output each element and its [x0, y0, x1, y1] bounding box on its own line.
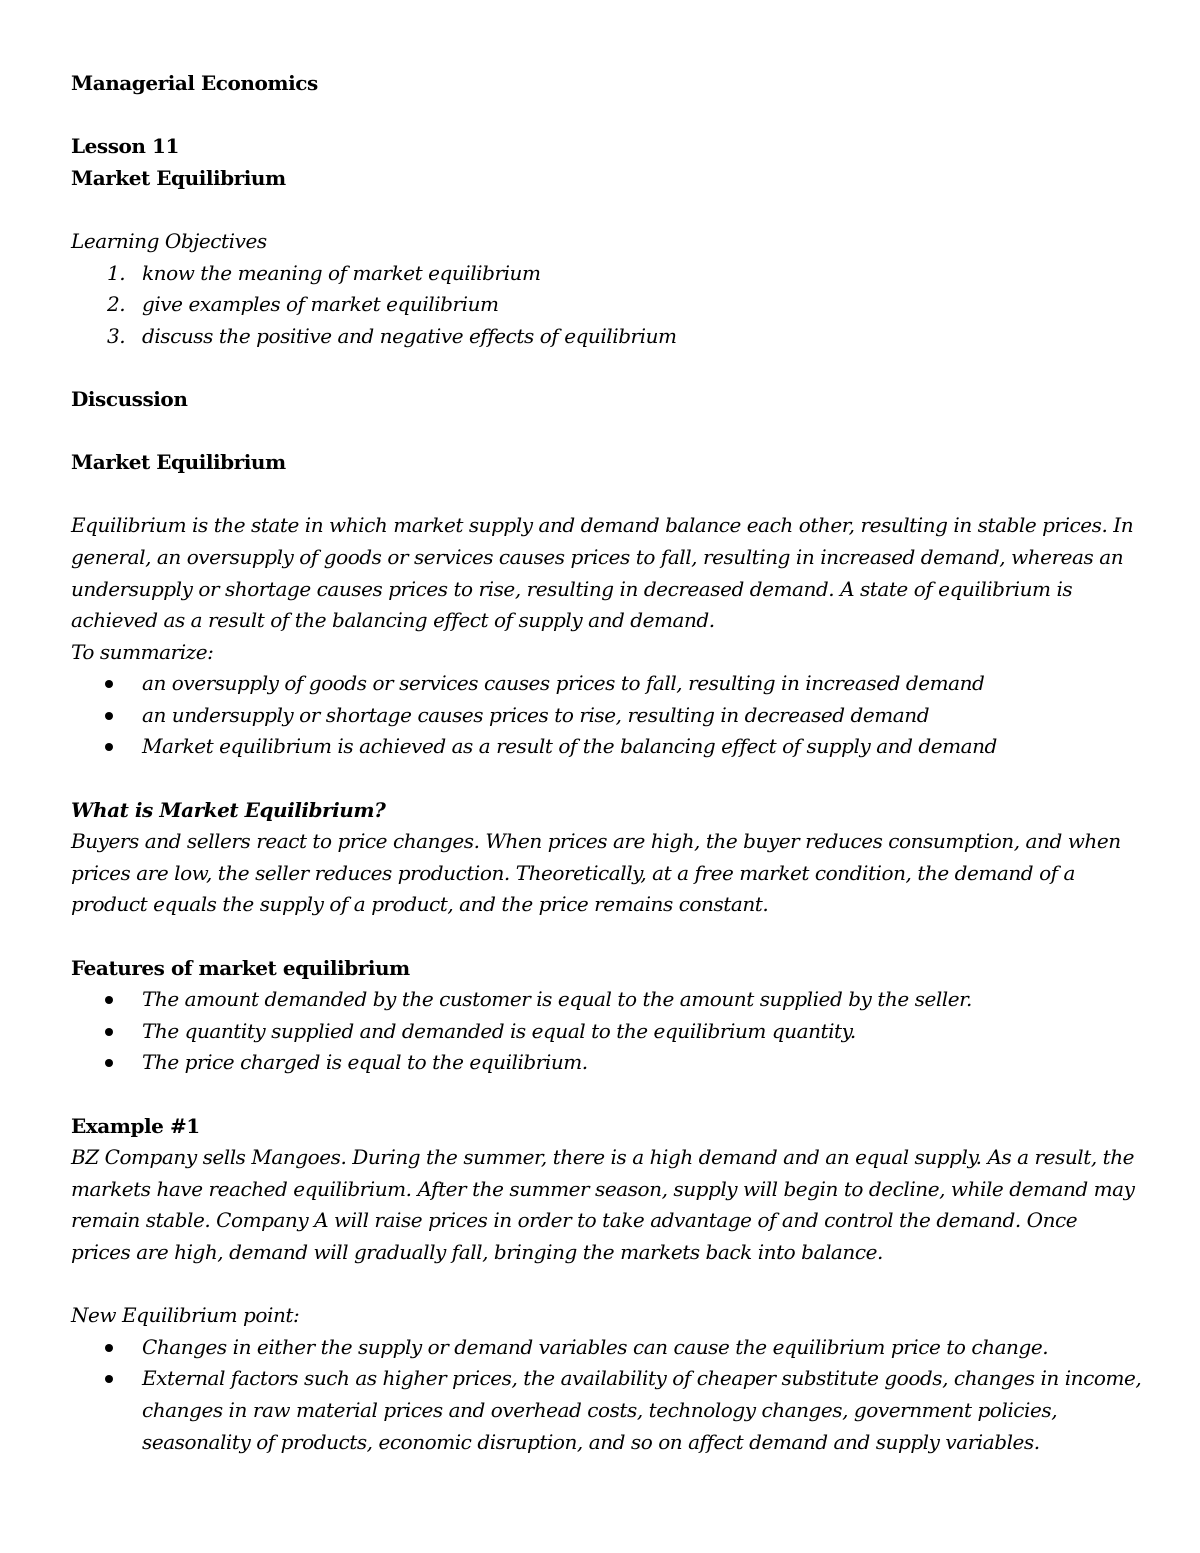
objective-item: [71, 321, 1141, 353]
bullet-item: [71, 700, 1141, 732]
spacer: [71, 352, 1141, 384]
paragraph-line: Buyers and sellers react to price changes. When prices are high, the buyer reduces consumption, and when: [71, 829, 1121, 854]
spacer: [71, 1269, 1141, 1301]
bullet-item: [71, 731, 1141, 763]
bullet-icon: [105, 1028, 113, 1036]
bullet-text: Market equilibrium is achieved as a result of the balancing effect of supply and demand: [142, 734, 997, 759]
course-title: Managerial Economics: [71, 71, 318, 95]
objective-number: 2.: [107, 292, 126, 317]
paragraph-line: Equilibrium is the state in which market supply and demand balance each other, resulting in stable prices. In: [71, 513, 1134, 538]
spacer: [71, 921, 1141, 953]
section-heading: Example #1: [71, 1113, 200, 1138]
paragraph-line: prices are high, demand will gradually fall, bringing the markets back into balance.: [71, 1239, 883, 1264]
objective-text: discuss the positive and negative effects of equilibrium: [142, 323, 677, 348]
summary-label: To summarize:: [71, 639, 214, 664]
spacer: [71, 194, 1141, 226]
paragraph-line: product equals the supply of a product, and the price remains constant.: [71, 892, 769, 917]
bullet-icon: [105, 996, 113, 1004]
spacer: [71, 416, 1141, 448]
bullet-item: [71, 1332, 1141, 1364]
bullet-icon: [105, 1375, 113, 1383]
document-page: [71, 68, 1141, 1458]
objective-item: [71, 258, 1141, 290]
bullet-item: [71, 1016, 1141, 1048]
objective-item: [71, 289, 1141, 321]
bullet-continuation: changes in raw material prices and overhead costs, technology changes, government policies,: [142, 1397, 1058, 1422]
bullet-text: The quantity supplied and demanded is equal to the equilibrium quantity.: [142, 1018, 856, 1043]
paragraph-line: markets have reached equilibrium. After the summer season, supply will begin to decline, while demand may: [71, 1176, 1135, 1201]
bullet-icon: [105, 712, 113, 720]
objective-number: 1.: [107, 260, 126, 285]
objective-text: know the meaning of market equilibrium: [142, 260, 541, 285]
lesson-title: Market Equilibrium: [71, 165, 286, 190]
section-heading: New Equilibrium point:: [71, 1303, 300, 1328]
bullet-icon: [105, 680, 113, 688]
objectives-heading: Learning Objectives: [71, 228, 267, 253]
bullet-item: [71, 668, 1141, 700]
paragraph-line: achieved as a result of the balancing effect of supply and demand.: [71, 608, 715, 633]
section-heading: Market Equilibrium: [71, 450, 286, 475]
bullet-text: The amount demanded by the customer is equal to the amount supplied by the seller.: [142, 987, 972, 1012]
bullet-text: External factors such as higher prices, the availability of cheaper substitute goods, changes in income,: [142, 1366, 1142, 1391]
bullet-icon: [105, 1059, 113, 1067]
bullet-continuation: seasonality of products, economic disruption, and so on affect demand and supply variables.: [142, 1429, 1040, 1454]
paragraph-line: general, an oversupply of goods or services causes prices to fall, resulting in increased demand, whereas an: [71, 544, 1124, 569]
paragraph-line: remain stable. Company A will raise prices in order to take advantage of and control the demand. Once: [71, 1208, 1078, 1233]
bullet-item: [71, 984, 1141, 1016]
bullet-text: an undersupply or shortage causes prices to rise, resulting in decreased demand: [142, 702, 930, 727]
bullet-icon: [105, 1344, 113, 1352]
bullet-text: The price charged is equal to the equilibrium.: [142, 1050, 588, 1075]
paragraph-line: BZ Company sells Mangoes. During the summer, there is a high demand and an equal supply. As a result, the: [71, 1145, 1135, 1170]
objective-text: give examples of market equilibrium: [142, 292, 499, 317]
spacer: [71, 763, 1141, 795]
bullet-text: an oversupply of goods or services causes prices to fall, resulting in increased demand: [142, 671, 985, 696]
section-heading: Features of market equilibrium: [71, 955, 410, 980]
spacer: [71, 1079, 1141, 1111]
bullet-item: [71, 1363, 1141, 1395]
section-heading: What is Market Equilibrium?: [71, 797, 386, 822]
lesson-number: Lesson 11: [71, 134, 179, 159]
objective-number: 3.: [107, 323, 126, 348]
bullet-item: [71, 1047, 1141, 1079]
bullet-text: Changes in either the supply or demand variables can cause the equilibrium price to change.: [142, 1334, 1049, 1359]
spacer: [71, 100, 1141, 132]
spacer: [71, 479, 1141, 511]
paragraph-line: prices are low, the seller reduces production. Theoretically, at a free market condition, the demand of a: [71, 860, 1075, 885]
discussion-heading: Discussion: [71, 386, 188, 411]
paragraph-line: undersupply or shortage causes prices to rise, resulting in decreased demand. A state of equilibrium is: [71, 576, 1073, 601]
bullet-icon: [105, 743, 113, 751]
